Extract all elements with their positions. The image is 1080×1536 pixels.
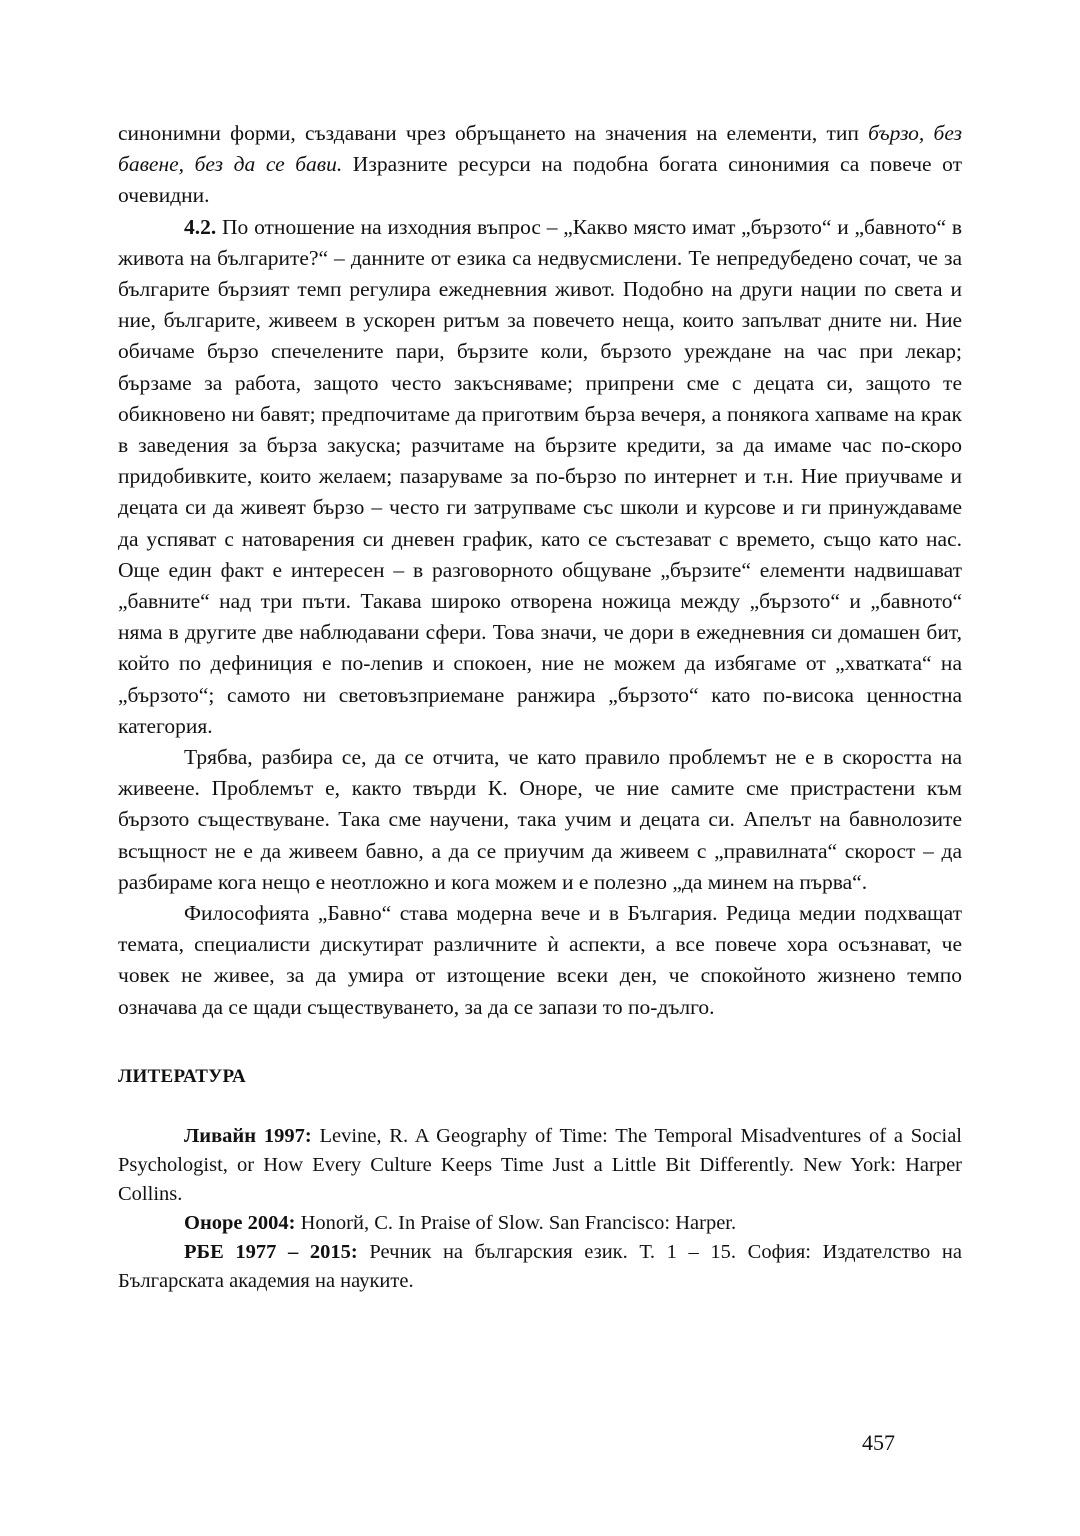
section-number: 4.2. bbox=[184, 214, 217, 239]
page-number: 457 bbox=[862, 1430, 895, 1455]
paragraph-text: синонимни форми, създавани чрез обръщането на значения на елементи, тип bbox=[118, 121, 869, 145]
reference-key: РБЕ 1977 – 2015: bbox=[184, 1240, 358, 1263]
italic-example: бързо, без бавене, без да се бави. bbox=[118, 121, 963, 177]
literature-heading: ЛИТЕРАТУРА bbox=[118, 1065, 247, 1087]
reference-entry bbox=[118, 1122, 962, 1209]
paragraph-text: По отношение на изходния въпрос – „Какво място имат „бързото“ и „бавното“ в живота на българите?“ – данните от езика са недвусмислени. Те непредубедено сочат, че за българите бързият темп регулира ежедневния живот. Подобно на други нации по света и ние, българите, живеем в ускорен ритъм за повечето неща, които запълват дните ни. Ние обичаме бързо спечелените пари, бързите коли, бързото уреждане на час при лекар; бързаме за работа, защото често закъсняваме; припрени сме с децата си, защото те обикновено ни бавят; предпочитаме да приготвим бърза вечеря, а понякога хапваме на крак в заведения за бърза закуска; разчитаме на бързите кредити, за да имаме час по-скоро придобивките, които желаем; пазаруваме за по-бързо по интернет и т.н. Ние приучваме и децата си да живеят бързо – често ги затрупваме със школи и курсове и ги принуждаваме да успяват с натоварения си дневен график, като се състезават с времето, също като нас. Още един факт е интересен – в разговорното общуване „бързите“ елементи надвишават „бавните“ над три пъти. Такава широко отворена ножица между „бързото“ и „бавното“ няма в другите две наблюдавани сфери. Това значи, че дори в ежедневния си домашен бит, който по дефиниция е по-лenив и спокоен, ние не можем да избягаме от „хватката“ на „бързото“; самото ни световъзприемане ранжира „бързото“ като по-висока ценностна категория. bbox=[118, 214, 962, 738]
reference-text: Речник на българския език. Т. 1 – 15. София: Издателство на Българската академия на науките. bbox=[118, 1240, 962, 1292]
reference-entry bbox=[118, 1209, 962, 1238]
paragraph-section-4-2 bbox=[118, 212, 962, 742]
literature-list bbox=[118, 1122, 962, 1296]
paragraph-slow-philosophy: Философията „Бавно“ става модерна вече и в България. Редица медии подхващат темата, специалисти дискутират различните ѝ аспекти, а все повече хора осъзнават, че човек не живее, за да умира от изтощение всеки ден, че спокойното жизнено темпо означава да се щади съществуването, за да се запази то по-дълго. bbox=[118, 901, 962, 1019]
page-body bbox=[118, 118, 962, 1296]
reference-entry bbox=[118, 1238, 962, 1296]
paragraph-synonyms bbox=[118, 118, 962, 212]
reference-text: Levine, R. A Geography of Time: The Temporal Misadventures of a Social Psychologist, or How Every Culture Keeps Time Just a Little Bit Differently. New York: Harper Collins. bbox=[118, 1124, 963, 1205]
reference-key: Ливайн 1997: bbox=[184, 1124, 312, 1147]
reference-key: Оноре 2004: bbox=[184, 1211, 296, 1234]
paragraph-speed-problem: Трябва, разбира се, да се отчита, че като правило проблемът не е в скоростта на живеене. Проблемът е, както твърди К. Оноре, че ние самите сме пристрастени към бързото съществуване. Така сме научени, така учим и децата си. Апелът на бавнолозите всъщност не е да живеем бавно, а да се приучим да живеем с „правилната“ скорост – да разбираме кога нещо е неотложно и кога можем и е полезно „да минем на първа“. bbox=[118, 745, 962, 894]
paragraph-text: Изразните ресурси на подобна богата синонимия са повече от очевидни. bbox=[118, 152, 963, 208]
reference-text: Honorй, C. In Praise of Slow. San Francisco: Harper. bbox=[295, 1211, 737, 1234]
